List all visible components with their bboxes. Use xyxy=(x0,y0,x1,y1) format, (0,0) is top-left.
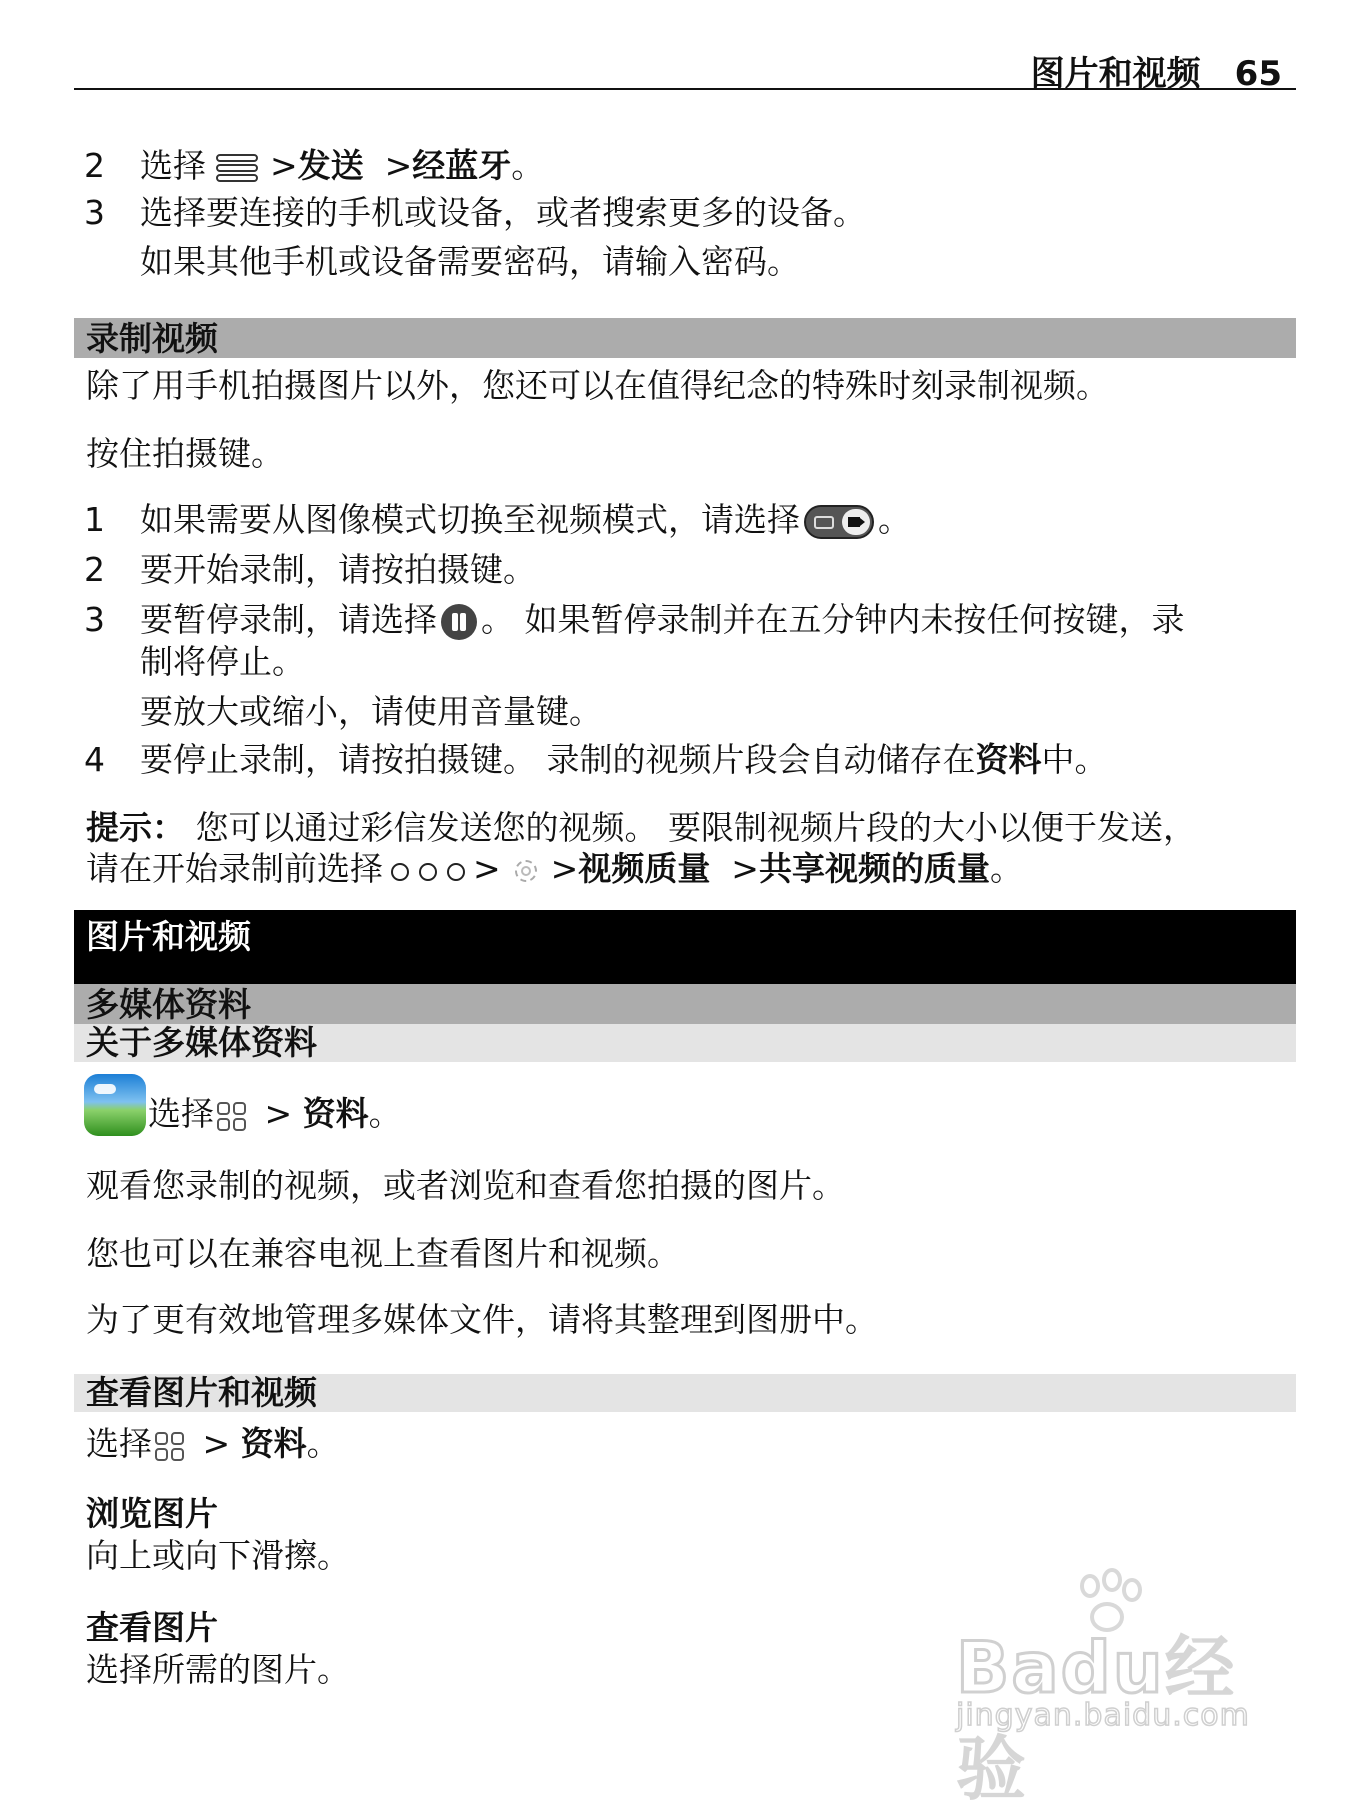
watermark-brand: Badu经验 xyxy=(956,1627,1237,1810)
view-text: 选择所需的图片。 xyxy=(86,1650,350,1689)
step-number: 3 xyxy=(84,600,105,639)
step-select-device: 选择要连接的手机或设备，或者搜索更多的设备。 xyxy=(140,193,866,232)
section-heading-record-video xyxy=(74,318,1296,358)
subsection-title: 查看图片和视频 xyxy=(86,1373,317,1412)
step-number: 1 xyxy=(84,500,105,539)
step-stop-recording: 要停止录制，请按拍摄键。 录制的视频片段会自动储存在资料中。 xyxy=(140,740,1108,779)
subsection-heading-about-media xyxy=(74,1024,1296,1062)
media-paragraph-2: 您也可以在兼容电视上查看图片和视频。 xyxy=(86,1234,680,1273)
chapter-heading xyxy=(74,910,1296,984)
view-title: 查看图片 xyxy=(86,1608,218,1647)
record-press-key: 按住拍摄键。 xyxy=(86,434,284,473)
note-zoom: 要放大或缩小，请使用音量键。 xyxy=(140,692,602,731)
media-select-gallery: 选择 > 资料。 xyxy=(148,1094,402,1133)
apps-grid-icon xyxy=(216,1099,248,1133)
record-intro: 除了用手机拍摄图片以外，您还可以在值得纪念的特殊时刻录制视频。 xyxy=(86,366,1109,405)
subsection-heading-view xyxy=(74,1374,1296,1412)
section-title: 多媒体资料 xyxy=(86,985,251,1024)
step-start-recording: 要开始录制，请按拍摄键。 xyxy=(140,550,536,589)
apps-grid-icon xyxy=(154,1429,186,1463)
step-pause-continued: 制将停止。 xyxy=(140,642,305,681)
page-header xyxy=(74,44,1296,94)
subsection-title: 关于多媒体资料 xyxy=(86,1023,317,1062)
step-number: 4 xyxy=(84,740,105,779)
page-number: 65 xyxy=(1234,54,1282,94)
baidu-jingyan-watermark xyxy=(956,1568,1276,1810)
tip-line-2: 请在开始录制前选择 > >视频质量 >共享视频的质量。 xyxy=(86,849,1023,888)
menu-item-send: 发送 xyxy=(297,146,364,185)
three-dots-icon xyxy=(389,857,467,885)
header-title: 图片和视频 xyxy=(1030,54,1201,94)
section-title: 录制视频 xyxy=(86,319,218,358)
note-password: 如果其他手机或设备需要密码，请输入密码。 xyxy=(140,242,800,281)
menu-lines-icon xyxy=(214,150,262,186)
header-text xyxy=(1031,46,1282,95)
step-send-bluetooth: 选择 >发送 >经蓝牙。 xyxy=(140,146,545,185)
pause-icon xyxy=(441,604,477,640)
browse-text: 向上或向下滑擦。 xyxy=(86,1536,350,1575)
step-number: 3 xyxy=(84,193,105,232)
tip-label: 提示： xyxy=(86,808,185,847)
media-paragraph-3: 为了更有效地管理多媒体文件，请将其整理到图册中。 xyxy=(86,1300,878,1339)
chapter-title: 图片和视频 xyxy=(86,917,251,956)
menu-item-bluetooth: 经蓝牙 xyxy=(412,146,512,185)
view-select-gallery: 选择 > 资料。 xyxy=(86,1424,340,1463)
section-heading-media xyxy=(74,984,1296,1024)
step-number: 2 xyxy=(84,146,105,185)
camera-video-toggle-icon xyxy=(804,505,874,539)
browse-title: 浏览图片 xyxy=(86,1494,218,1533)
step-number: 2 xyxy=(84,550,105,589)
tip-line-1: 提示： 您可以通过彩信发送您的视频。 要限制视频片段的大小以便于发送， xyxy=(86,808,1196,847)
step-switch-mode: 如果需要从图像模式切换至视频模式，请选择 。 xyxy=(140,500,911,539)
gear-icon xyxy=(509,854,543,888)
watermark-url: jingyan.baidu.com xyxy=(956,1698,1250,1733)
gallery-app-icon xyxy=(84,1074,146,1136)
media-paragraph-1: 观看您录制的视频，或者浏览和查看您拍摄的图片。 xyxy=(86,1166,845,1205)
step-pause-recording: 要暂停录制，请选择 。 如果暂停录制并在五分钟内未按任何按键，录 xyxy=(140,600,1185,639)
